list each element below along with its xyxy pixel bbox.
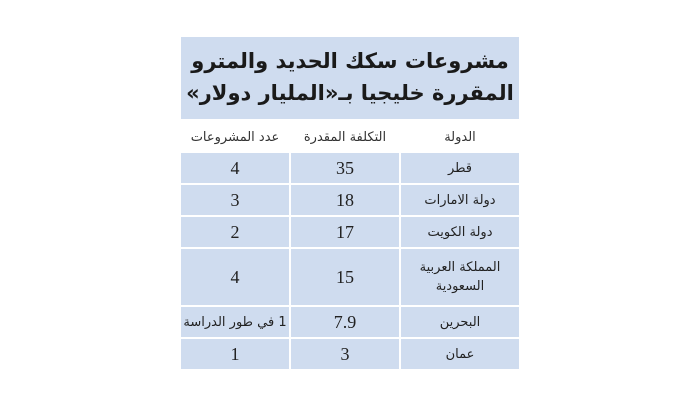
cell-projects: 4 [181, 249, 291, 305]
cell-cost: 35 [291, 153, 401, 183]
table-row [181, 339, 519, 369]
cell-country: المملكة العربية السعودية [401, 249, 519, 305]
cell-country: البحرين [401, 307, 519, 337]
projects-table-card [181, 37, 519, 367]
cell-projects: 1 [181, 339, 291, 369]
table-row [181, 249, 519, 305]
projects-table [181, 121, 519, 371]
column-header-country: الدولة [444, 129, 476, 145]
title-line-1: مشروعات سكك الحديد والمترو [191, 49, 509, 73]
cell-country: قطر [401, 153, 519, 183]
cell-cost: 15 [291, 249, 401, 305]
cell-cost: 7.9 [291, 307, 401, 337]
cell-cost: 18 [291, 185, 401, 215]
cell-cost: 3 [291, 339, 401, 369]
column-header-cost: التكلفة المقدرة [291, 123, 401, 151]
cell-country: دولة الامارات [401, 185, 519, 215]
table-header-row [181, 123, 519, 151]
column-header-projects: عدد المشروعات [181, 123, 291, 151]
cell-country: دولة الكويت [401, 217, 519, 247]
cell-country: عمان [401, 339, 519, 369]
table-row [181, 307, 519, 337]
title-line-2: المقررة خليجيا بـ«المليار دولار» [186, 81, 514, 105]
cell-projects: 1 في طور الدراسة [181, 307, 291, 337]
table-title [181, 37, 519, 119]
cell-projects: 3 [181, 185, 291, 215]
cell-projects: 2 [181, 217, 291, 247]
table-row [181, 217, 519, 247]
cell-cost: 17 [291, 217, 401, 247]
table-row [181, 185, 519, 215]
table-row [181, 153, 519, 183]
cell-projects: 4 [181, 153, 291, 183]
